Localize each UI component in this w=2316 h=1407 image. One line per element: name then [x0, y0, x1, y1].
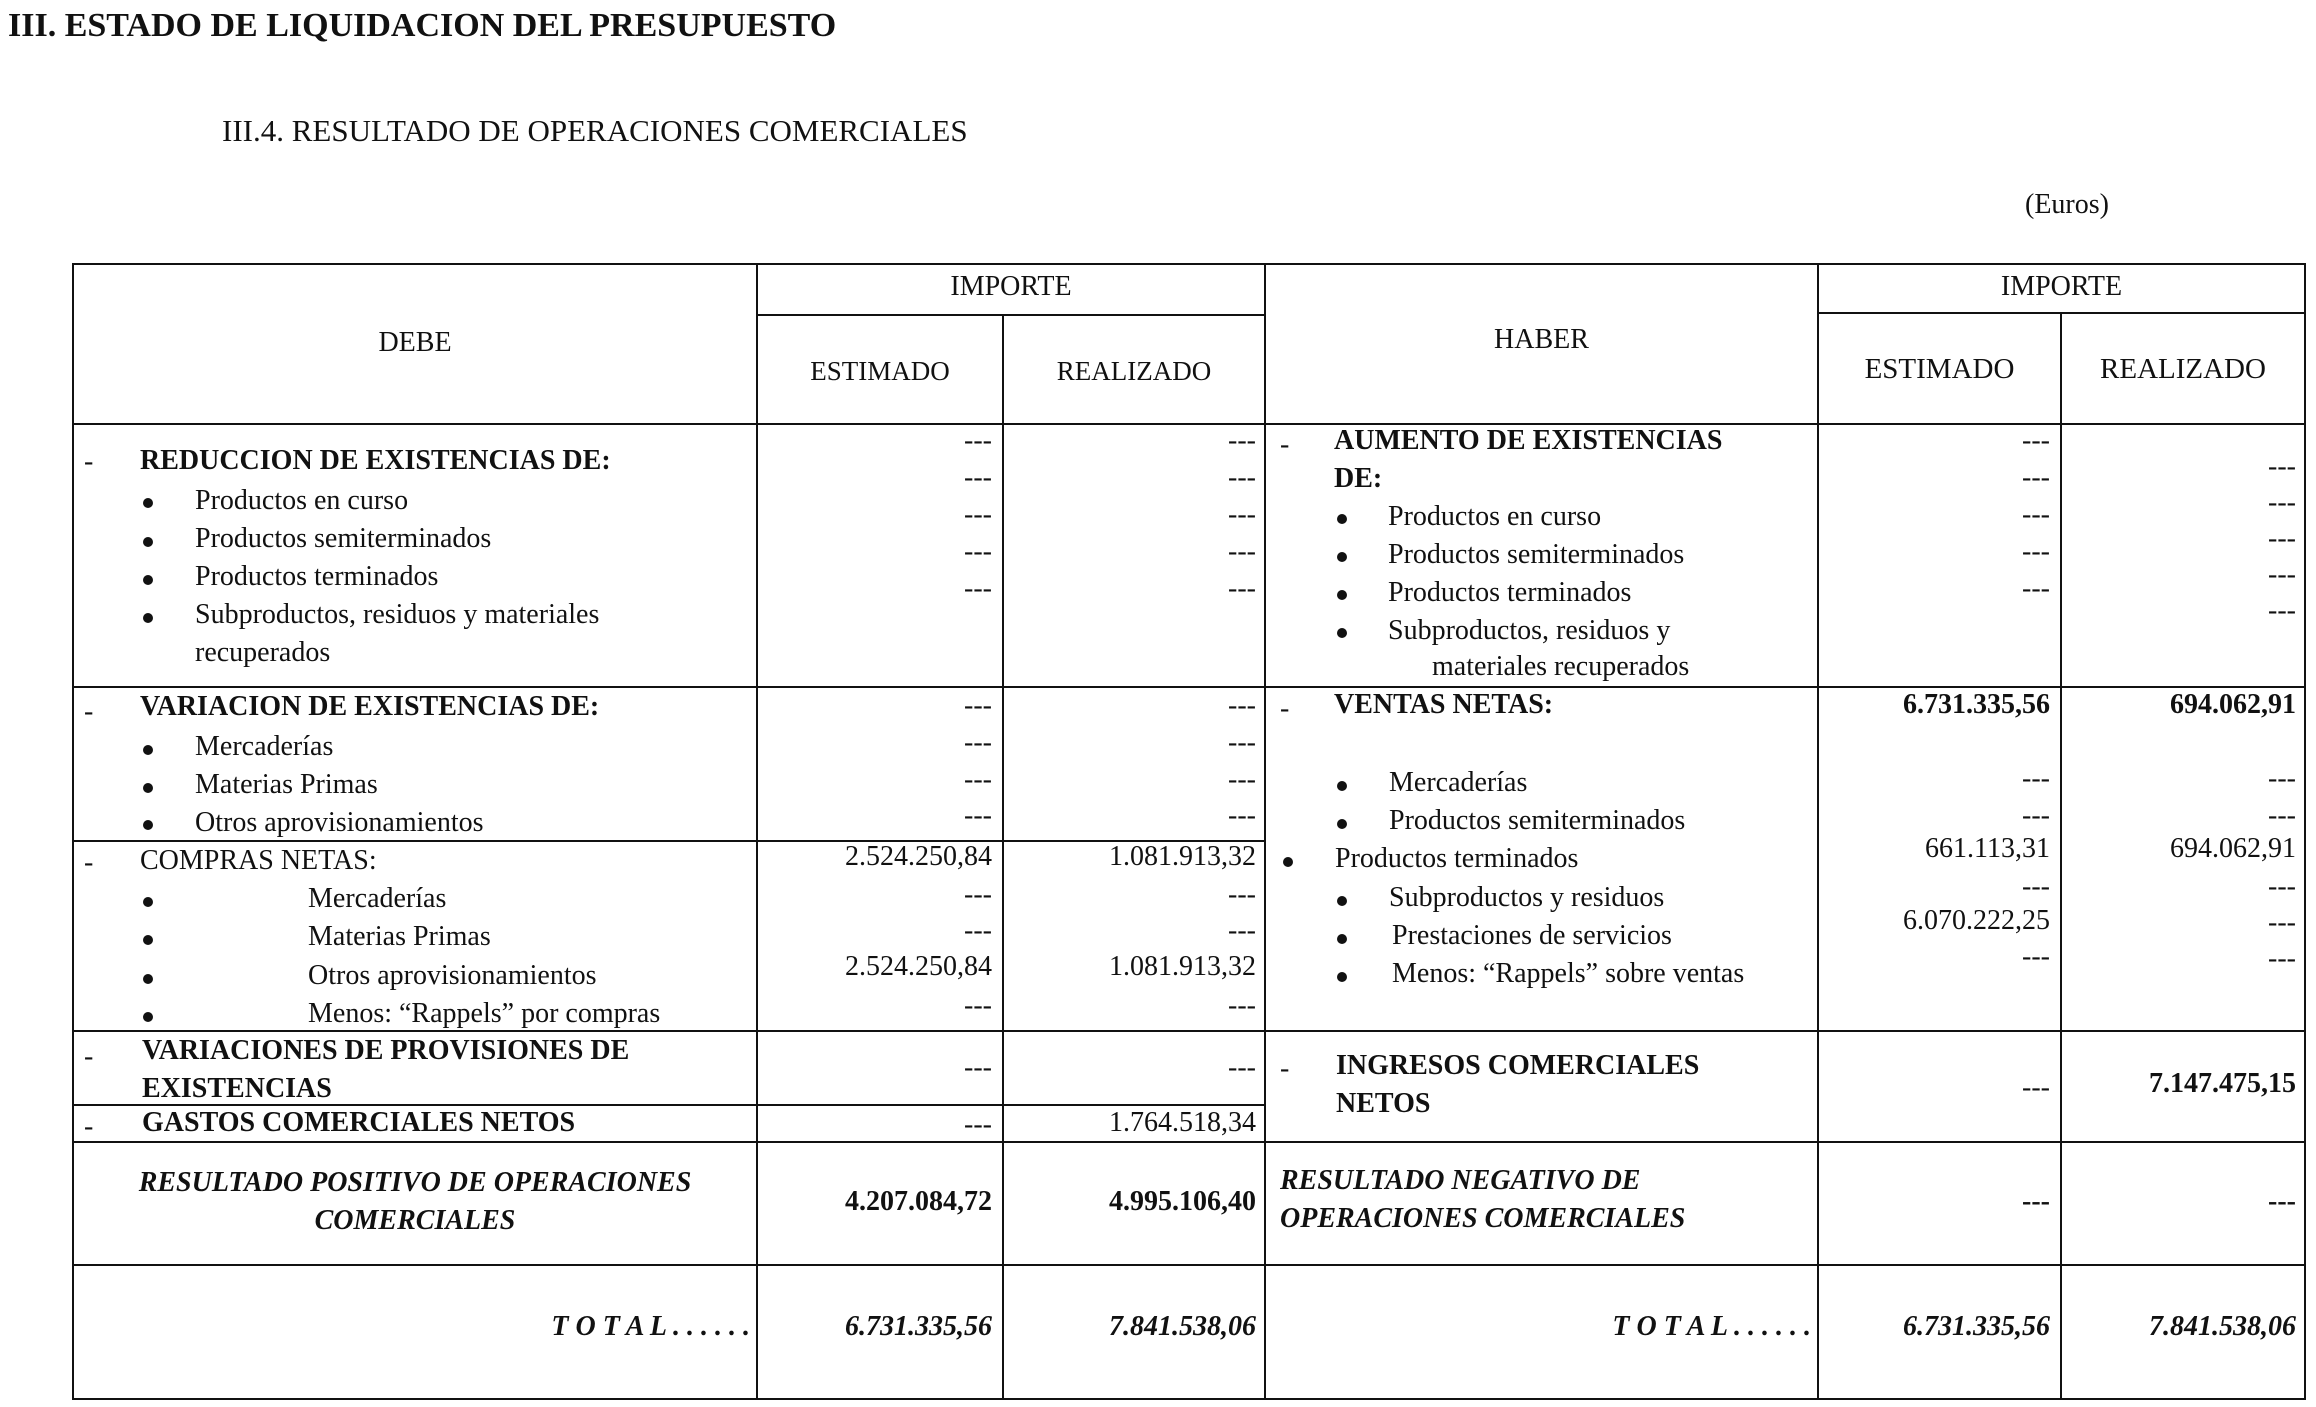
bullet-icon — [1337, 972, 1347, 982]
bullet-icon — [143, 897, 153, 907]
value: --- — [2268, 943, 2296, 974]
value: --- — [2268, 559, 2296, 590]
list-item: Otros aprovisionamientos — [308, 960, 597, 991]
value: --- — [964, 425, 992, 456]
value: --- — [1228, 764, 1256, 795]
header-haber: HABER — [1494, 324, 1589, 355]
value: --- — [1228, 879, 1256, 910]
header-realizado-debe: REALIZADO — [1056, 356, 1212, 386]
value: --- — [964, 1052, 992, 1083]
value: --- — [964, 690, 992, 721]
aumento-title: DE: — [1334, 463, 1383, 494]
total-label: T O T A L . . . . . . — [551, 1311, 750, 1342]
section-subtitle: III.4. RESULTADO DE OPERACIONES COMERCIALES — [222, 113, 968, 148]
bullet-icon — [1337, 781, 1347, 791]
value: --- — [2022, 499, 2050, 530]
bullet-icon — [143, 613, 153, 623]
value: --- — [964, 764, 992, 795]
value: --- — [2022, 763, 2050, 794]
list-item: Productos terminados — [195, 561, 439, 592]
value: --- — [1228, 425, 1256, 456]
value: --- — [2268, 451, 2296, 482]
value: 7.841.538,06 — [1109, 1311, 1256, 1342]
ingresos-title: INGRESOS COMERCIALES — [1336, 1050, 1700, 1081]
provisiones-title: EXISTENCIAS — [142, 1073, 332, 1104]
value: --- — [964, 915, 992, 946]
value: --- — [1228, 990, 1256, 1021]
value: 1.764.518,34 — [1109, 1107, 1256, 1138]
value: --- — [2022, 800, 2050, 831]
value: --- — [1228, 690, 1256, 721]
bullet-icon — [1337, 590, 1347, 600]
page-title: III. ESTADO DE LIQUIDACION DEL PRESUPUESTO — [8, 7, 837, 44]
value: --- — [964, 879, 992, 910]
list-item: Mercaderías — [308, 883, 447, 914]
list-item: Mercaderías — [1389, 767, 1528, 798]
value: 4.995.106,40 — [1109, 1186, 1256, 1217]
value: 6.731.335,56 — [845, 1311, 992, 1342]
list-item: recuperados — [195, 637, 331, 668]
list-item: Productos terminados — [1335, 843, 1579, 874]
value: --- — [2022, 536, 2050, 567]
value: --- — [2268, 871, 2296, 902]
debe-dash: - — [84, 1111, 94, 1142]
bullet-icon — [1283, 857, 1293, 867]
bullet-icon — [1337, 552, 1347, 562]
header-importe-haber: IMPORTE — [2000, 271, 2123, 302]
resultado-positivo-title: COMERCIALES — [314, 1205, 516, 1236]
value: --- — [1228, 536, 1256, 567]
value: 2.524.250,84 — [845, 951, 992, 982]
resultado-negativo-title: OPERACIONES COMERCIALES — [1280, 1203, 1686, 1234]
bullet-icon — [1337, 819, 1347, 829]
list-item: Materias Primas — [308, 921, 491, 952]
value: --- — [1228, 462, 1256, 493]
value: --- — [1228, 573, 1256, 604]
list-item: materiales recuperados — [1432, 651, 1690, 682]
value: --- — [2022, 462, 2050, 493]
haber-dash: - — [1280, 1053, 1290, 1084]
bullet-icon — [143, 974, 153, 984]
value: --- — [964, 462, 992, 493]
list-item: Prestaciones de servicios — [1392, 920, 1672, 951]
list-item: Menos: “Rappels” sobre ventas — [1392, 958, 1745, 989]
list-item: Productos semiterminados — [1389, 805, 1686, 836]
value: --- — [1228, 800, 1256, 831]
variacion-title: VARIACION DE EXISTENCIAS DE: — [140, 691, 600, 722]
unit-label: (Euros) — [2025, 189, 2109, 220]
bullet-icon — [143, 745, 153, 755]
header-estimado-debe: ESTIMADO — [810, 356, 950, 386]
value: --- — [964, 727, 992, 758]
list-item: Otros aprovisionamientos — [195, 807, 484, 838]
debe-dash: - — [84, 1041, 94, 1072]
value: --- — [964, 536, 992, 567]
list-item: Subproductos y residuos — [1389, 882, 1665, 913]
value: --- — [2268, 800, 2296, 831]
bullet-icon — [1337, 896, 1347, 906]
aumento-title: AUMENTO DE EXISTENCIAS — [1334, 425, 1723, 456]
total-label: T O T A L . . . . . . — [1612, 1311, 1811, 1342]
bullet-icon — [143, 1012, 153, 1022]
resultado-positivo-title: RESULTADO POSITIVO DE OPERACIONES — [138, 1167, 692, 1198]
value: --- — [2268, 595, 2296, 626]
value: 6.070.222,25 — [1903, 905, 2050, 936]
value: --- — [2022, 941, 2050, 972]
list-item: Productos terminados — [1388, 577, 1632, 608]
bullet-icon — [1337, 934, 1347, 944]
list-item: Materias Primas — [195, 769, 378, 800]
header-estimado-haber: ESTIMADO — [1864, 353, 2015, 385]
value: --- — [2022, 573, 2050, 604]
list-item: Productos semiterminados — [1388, 539, 1685, 570]
value: --- — [2022, 1072, 2050, 1103]
provisiones-title: VARIACIONES DE PROVISIONES DE — [142, 1035, 630, 1066]
value: 1.081.913,32 — [1109, 841, 1256, 872]
header-debe: DEBE — [378, 327, 452, 358]
value: --- — [2022, 871, 2050, 902]
bullet-icon — [143, 575, 153, 585]
value: --- — [2022, 1186, 2050, 1217]
value: --- — [2268, 907, 2296, 938]
value: 2.524.250,84 — [845, 841, 992, 872]
value: --- — [1228, 727, 1256, 758]
header-importe-debe: IMPORTE — [950, 271, 1072, 302]
bullet-icon — [1337, 514, 1347, 524]
value: --- — [2022, 425, 2050, 456]
list-item: Menos: “Rappels” por compras — [308, 998, 661, 1029]
debe-dash: - — [84, 847, 94, 878]
compras-title: COMPRAS NETAS: — [140, 845, 377, 876]
value: --- — [1228, 499, 1256, 530]
value: --- — [2268, 763, 2296, 794]
haber-dash: - — [1280, 429, 1290, 460]
haber-dash: - — [1280, 693, 1290, 724]
list-item: Subproductos, residuos y materiales — [195, 599, 600, 630]
value: --- — [964, 800, 992, 831]
value: --- — [964, 990, 992, 1021]
value: --- — [964, 499, 992, 530]
list-item: Productos en curso — [1388, 501, 1602, 532]
debe-dash: - — [84, 446, 94, 477]
value: 1.081.913,32 — [1109, 951, 1256, 982]
value: --- — [1228, 915, 1256, 946]
value: 694.062,91 — [2170, 689, 2296, 720]
value: --- — [1228, 1052, 1256, 1083]
list-item: Productos semiterminados — [195, 523, 492, 554]
bullet-icon — [143, 783, 153, 793]
value: --- — [2268, 1186, 2296, 1217]
value: 7.147.475,15 — [2149, 1068, 2296, 1099]
value: 661.113,31 — [1925, 833, 2050, 864]
reduccion-title: REDUCCION DE EXISTENCIAS DE: — [140, 445, 611, 476]
value: --- — [2268, 487, 2296, 518]
list-item: Mercaderías — [195, 731, 334, 762]
value: 694.062,91 — [2170, 833, 2296, 864]
list-item: Subproductos, residuos y — [1388, 615, 1671, 646]
value: --- — [964, 1109, 992, 1140]
bullet-icon — [143, 935, 153, 945]
value: --- — [2268, 523, 2296, 554]
debe-dash: - — [84, 696, 94, 727]
ventas-title: VENTAS NETAS: — [1334, 689, 1554, 720]
list-item: Productos en curso — [195, 485, 409, 516]
resultado-negativo-title: RESULTADO NEGATIVO DE — [1280, 1165, 1641, 1196]
value: 7.841.538,06 — [2149, 1311, 2296, 1342]
value: 6.731.335,56 — [1903, 1311, 2050, 1342]
bullet-icon — [143, 820, 153, 830]
bullet-icon — [143, 498, 153, 508]
bullet-icon — [143, 537, 153, 547]
value: 6.731.335,56 — [1903, 689, 2050, 720]
bullet-icon — [1337, 628, 1347, 638]
ingresos-title: NETOS — [1336, 1088, 1431, 1119]
value: 4.207.084,72 — [845, 1186, 992, 1217]
value: --- — [964, 573, 992, 604]
header-realizado-haber: REALIZADO — [2100, 353, 2266, 385]
gastos-title: GASTOS COMERCIALES NETOS — [142, 1107, 576, 1138]
